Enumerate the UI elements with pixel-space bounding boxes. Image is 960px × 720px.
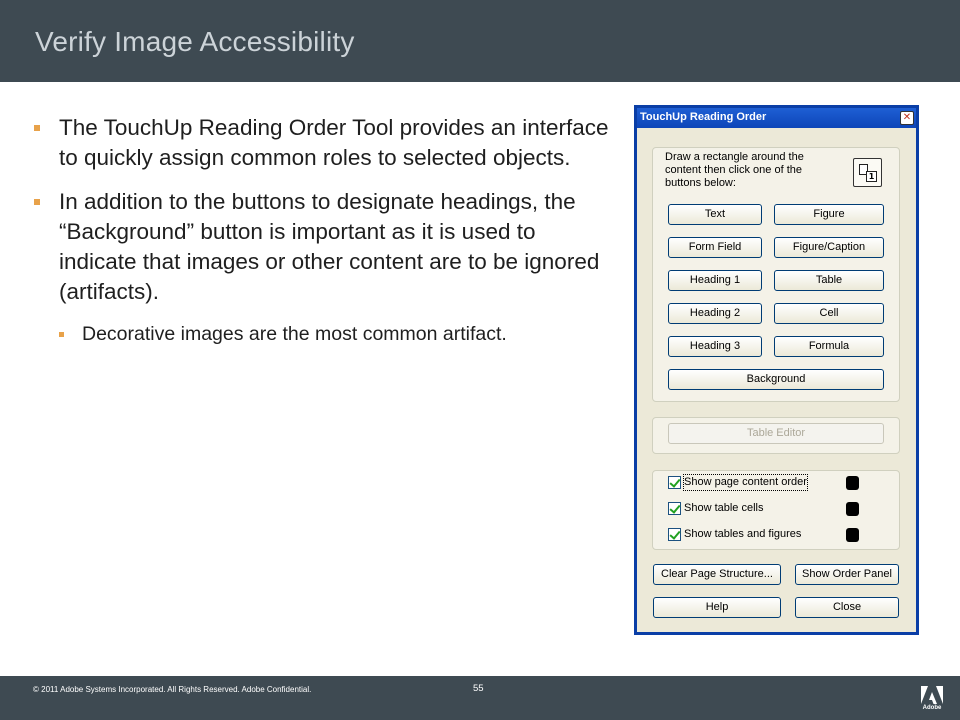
- color-swatch[interactable]: [846, 528, 859, 542]
- copyright-text: © 2011 Adobe Systems Incorporated. All Rights Reserved. Adobe Confidential.: [33, 685, 312, 694]
- adobe-logo-icon: [921, 686, 943, 714]
- footer-bar: [0, 676, 960, 720]
- bullet-list: [33, 113, 613, 348]
- formula-button[interactable]: Formula: [774, 336, 884, 357]
- color-swatch[interactable]: [846, 502, 859, 516]
- show-page-content-order-checkbox[interactable]: [668, 475, 888, 491]
- clear-page-structure-button[interactable]: Clear Page Structure...: [653, 564, 781, 585]
- figure-caption-button[interactable]: Figure/Caption: [774, 237, 884, 258]
- show-table-cells-checkbox[interactable]: [668, 501, 888, 517]
- background-button[interactable]: Background: [668, 369, 884, 390]
- table-button[interactable]: Table: [774, 270, 884, 291]
- close-button[interactable]: Close: [795, 597, 899, 618]
- bullet-item: [33, 113, 613, 173]
- draw-rectangle-icon[interactable]: [853, 158, 882, 187]
- table-editor-button[interactable]: Table Editor: [668, 423, 884, 444]
- dialog-title: TouchUp Reading Order: [640, 111, 767, 123]
- bullet-item: [33, 187, 613, 307]
- heading-3-button[interactable]: Heading 3: [668, 336, 762, 357]
- sub-bullet-text: Decorative images are the most common artifact.: [82, 323, 507, 345]
- bullet-text: The TouchUp Reading Order Tool provides an interface to quickly assign common roles to selected objects.: [59, 115, 609, 170]
- text-button[interactable]: Text: [668, 204, 762, 225]
- page-number: 55: [473, 683, 484, 694]
- help-button[interactable]: Help: [653, 597, 781, 618]
- dialog-body: [637, 128, 916, 632]
- role-button-group: [652, 147, 900, 402]
- checkbox-label: Show tables and figures: [684, 528, 802, 540]
- checkbox-label: Show table cells: [684, 502, 764, 514]
- show-tables-and-figures-checkbox[interactable]: [668, 527, 888, 543]
- touchup-reading-order-dialog: [634, 105, 919, 635]
- close-icon[interactable]: ✕: [900, 111, 914, 125]
- dialog-titlebar[interactable]: [637, 108, 916, 128]
- checkbox[interactable]: [668, 502, 681, 515]
- bullet-marker: [34, 199, 40, 205]
- sub-bullet-item: [33, 321, 613, 348]
- checkbox-label: Show page content order: [684, 476, 807, 488]
- heading-1-button[interactable]: Heading 1: [668, 270, 762, 291]
- color-swatch[interactable]: [846, 476, 859, 490]
- bullet-text: In addition to the buttons to designate headings, the “Background” button is important as it is used to indicate that images or other content are to be ignored (artifacts).: [59, 189, 600, 304]
- order-number-glyph: 1: [866, 171, 877, 182]
- display-options-group: [652, 470, 900, 550]
- bullet-marker: [34, 125, 40, 131]
- bullet-marker: [59, 332, 64, 337]
- form-field-button[interactable]: Form Field: [668, 237, 762, 258]
- heading-2-button[interactable]: Heading 2: [668, 303, 762, 324]
- show-order-panel-button[interactable]: Show Order Panel: [795, 564, 899, 585]
- title-bar: [0, 0, 960, 82]
- cell-button[interactable]: Cell: [774, 303, 884, 324]
- instructions-text: Draw a rectangle around the content then click one of the buttons below:: [665, 151, 804, 189]
- table-editor-group: [652, 417, 900, 454]
- slide-title: Verify Image Accessibility: [35, 26, 355, 57]
- adobe-logo-mark: [921, 686, 943, 705]
- figure-button[interactable]: Figure: [774, 204, 884, 225]
- checkbox[interactable]: [668, 476, 681, 489]
- logo-text: Adobe: [922, 705, 942, 711]
- checkbox[interactable]: [668, 528, 681, 541]
